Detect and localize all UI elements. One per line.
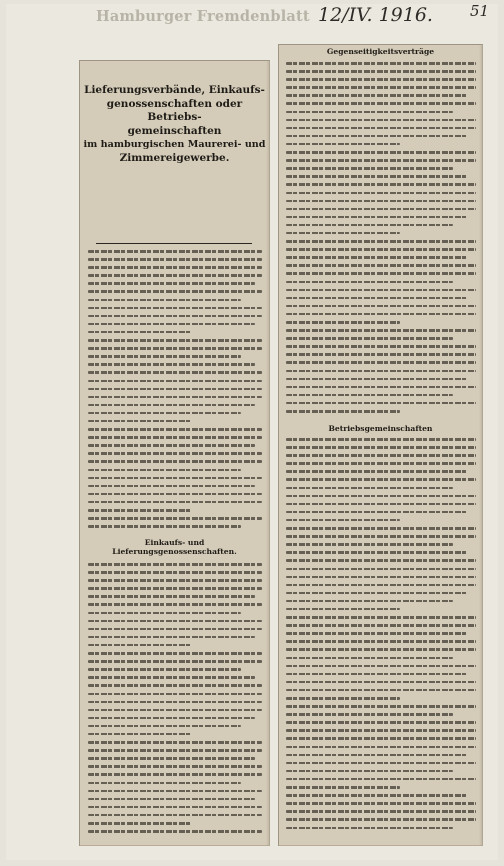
text-line [88, 693, 262, 696]
heading-line: Einkaufs- und [144, 538, 205, 547]
text-line [286, 640, 476, 643]
newspaper-masthead: Hamburger Fremdenblatt [96, 8, 310, 25]
text-line [88, 477, 262, 480]
text-line [286, 778, 476, 781]
text-line [286, 151, 476, 154]
text-line [88, 725, 241, 728]
text-line [88, 773, 262, 776]
text-line [286, 240, 476, 243]
text-line [286, 535, 476, 538]
text-line [88, 388, 262, 391]
headline-line: Lieferungsverbände, Einkaufs- [84, 84, 265, 96]
text-line [286, 313, 476, 316]
text-line [88, 595, 255, 598]
text-line [286, 70, 476, 73]
text-line [88, 563, 262, 566]
text-line [286, 632, 468, 635]
text-line [88, 676, 255, 679]
text-line [286, 370, 476, 373]
text-line [286, 143, 400, 146]
text-line [286, 584, 476, 587]
text-line [286, 737, 476, 740]
text-line [286, 754, 468, 757]
text-line [286, 681, 476, 684]
text-line [88, 612, 241, 615]
text-line [286, 94, 468, 97]
left-column-text-top [88, 250, 262, 533]
text-line [286, 305, 476, 308]
text-line [286, 264, 476, 267]
text-line [286, 794, 468, 797]
headline-divider [96, 243, 252, 244]
text-line [88, 765, 262, 768]
text-line [286, 462, 476, 465]
text-line [286, 608, 400, 611]
section-heading-betriebsgemeinschaften: Betriebsgemeinschaften [328, 424, 433, 433]
text-line [286, 600, 453, 603]
text-line [88, 339, 262, 342]
headline-line: im hamburgischen Maurerei- und [83, 139, 266, 150]
text-line [88, 444, 255, 447]
text-line [286, 665, 476, 668]
text-line [286, 697, 400, 700]
text-line [286, 503, 476, 506]
text-line [286, 159, 476, 162]
text-line [286, 119, 476, 122]
right-column-text-top [286, 62, 476, 418]
text-line [88, 644, 192, 647]
text-line [286, 746, 476, 749]
text-line [286, 200, 476, 203]
text-line [88, 428, 262, 431]
text-line [286, 592, 468, 595]
text-line [286, 386, 476, 389]
text-line [88, 485, 255, 488]
text-line [286, 543, 453, 546]
text-line [88, 274, 262, 277]
text-line [286, 281, 453, 284]
text-line [88, 469, 241, 472]
text-line [286, 446, 476, 449]
text-line [286, 519, 400, 522]
left-column-text-bottom [88, 563, 262, 838]
text-line [286, 527, 476, 530]
headline-line: gemeinschaften [127, 124, 222, 137]
text-line [88, 757, 255, 760]
text-line [286, 478, 476, 481]
text-line [88, 822, 192, 825]
text-line [88, 636, 255, 639]
text-line [88, 517, 262, 520]
text-line [286, 102, 476, 105]
text-line [286, 111, 453, 114]
text-line [88, 814, 262, 817]
text-line [88, 652, 262, 655]
text-line [286, 786, 400, 789]
text-line [88, 258, 262, 261]
text-line [286, 438, 476, 441]
text-line [286, 770, 453, 773]
text-line [286, 624, 476, 627]
text-line [286, 361, 476, 364]
text-line [286, 175, 468, 178]
heading-line: Lieferungsgenossenschaften. [112, 547, 237, 556]
text-line [88, 806, 262, 809]
text-line [88, 798, 255, 801]
text-line [286, 353, 476, 356]
text-line [88, 830, 262, 833]
text-line [286, 289, 476, 292]
text-line [286, 576, 476, 579]
text-line [286, 135, 468, 138]
text-line [88, 266, 262, 269]
text-line [286, 192, 476, 195]
text-line [286, 208, 476, 211]
column-edge-shadow [266, 60, 270, 846]
text-line [88, 290, 262, 293]
text-line [88, 299, 241, 302]
text-line [286, 127, 476, 130]
text-line [286, 232, 400, 235]
text-line [286, 762, 476, 765]
text-line [286, 297, 468, 300]
text-line [88, 412, 241, 415]
text-line [88, 363, 255, 366]
text-line [88, 509, 192, 512]
text-line [88, 396, 262, 399]
text-line [286, 167, 453, 170]
text-line [88, 603, 262, 606]
text-line [88, 420, 192, 423]
text-line [88, 307, 262, 310]
text-line [88, 741, 262, 744]
handwritten-date: 12/IV. 1916. [318, 4, 433, 26]
right-column-text-bottom [286, 438, 476, 835]
text-line [286, 559, 476, 562]
text-line [88, 701, 262, 704]
text-line [88, 250, 262, 253]
text-line [286, 86, 476, 89]
text-line [286, 272, 476, 275]
text-line [88, 371, 262, 374]
text-line [88, 347, 262, 350]
text-line [88, 493, 262, 496]
text-line [286, 256, 468, 259]
section-heading-einkauf [80, 538, 269, 556]
column-edge-shadow [479, 44, 483, 846]
text-line [286, 454, 476, 457]
section-heading-gegenseitigkeit: Gegenseitigkeitsverträge [326, 47, 435, 56]
text-line [286, 329, 476, 332]
text-line [88, 282, 255, 285]
text-line [88, 668, 241, 671]
text-line [286, 729, 476, 732]
text-line [286, 321, 400, 324]
text-line [88, 315, 262, 318]
text-line [286, 673, 468, 676]
text-line [286, 705, 476, 708]
text-line [286, 337, 453, 340]
text-line [286, 402, 476, 405]
text-line [88, 587, 262, 590]
article-headline [80, 84, 269, 165]
text-line [88, 579, 262, 582]
text-line [286, 657, 453, 660]
text-line [88, 460, 262, 463]
text-line [88, 501, 262, 504]
text-line [286, 410, 400, 413]
folio-number: 51 [470, 2, 490, 20]
text-line [88, 355, 241, 358]
text-line [286, 78, 476, 81]
text-line [286, 802, 476, 805]
text-line [88, 749, 262, 752]
text-line [88, 452, 262, 455]
text-line [286, 487, 453, 490]
text-line [286, 216, 468, 219]
text-line [286, 721, 476, 724]
text-line [286, 616, 476, 619]
text-line [88, 709, 262, 712]
text-line [88, 628, 262, 631]
text-line [88, 717, 255, 720]
text-line [286, 810, 476, 813]
text-line [88, 571, 262, 574]
text-line [286, 394, 453, 397]
text-line [286, 511, 468, 514]
text-line [286, 648, 476, 651]
text-line [88, 404, 255, 407]
text-line [88, 782, 241, 785]
text-line [286, 818, 476, 821]
text-line [286, 713, 453, 716]
text-line [88, 660, 262, 663]
headline-line: genossenschaften oder Betriebs- [106, 97, 243, 123]
text-line [286, 378, 468, 381]
text-line [88, 380, 262, 383]
text-line [88, 323, 255, 326]
text-line [286, 183, 476, 186]
text-line [286, 495, 476, 498]
text-line [88, 620, 262, 623]
text-line [88, 331, 192, 334]
text-line [286, 248, 476, 251]
text-line [88, 684, 262, 687]
text-line [286, 689, 476, 692]
text-line [286, 345, 476, 348]
text-line [286, 224, 453, 227]
text-line [286, 62, 476, 65]
text-line [88, 525, 241, 528]
headline-line: Zimmereigewerbe. [119, 151, 230, 164]
text-line [286, 827, 453, 830]
text-line [88, 436, 262, 439]
text-line [286, 551, 468, 554]
text-line [88, 733, 192, 736]
text-line [88, 790, 262, 793]
text-line [286, 568, 476, 571]
text-line [286, 470, 468, 473]
